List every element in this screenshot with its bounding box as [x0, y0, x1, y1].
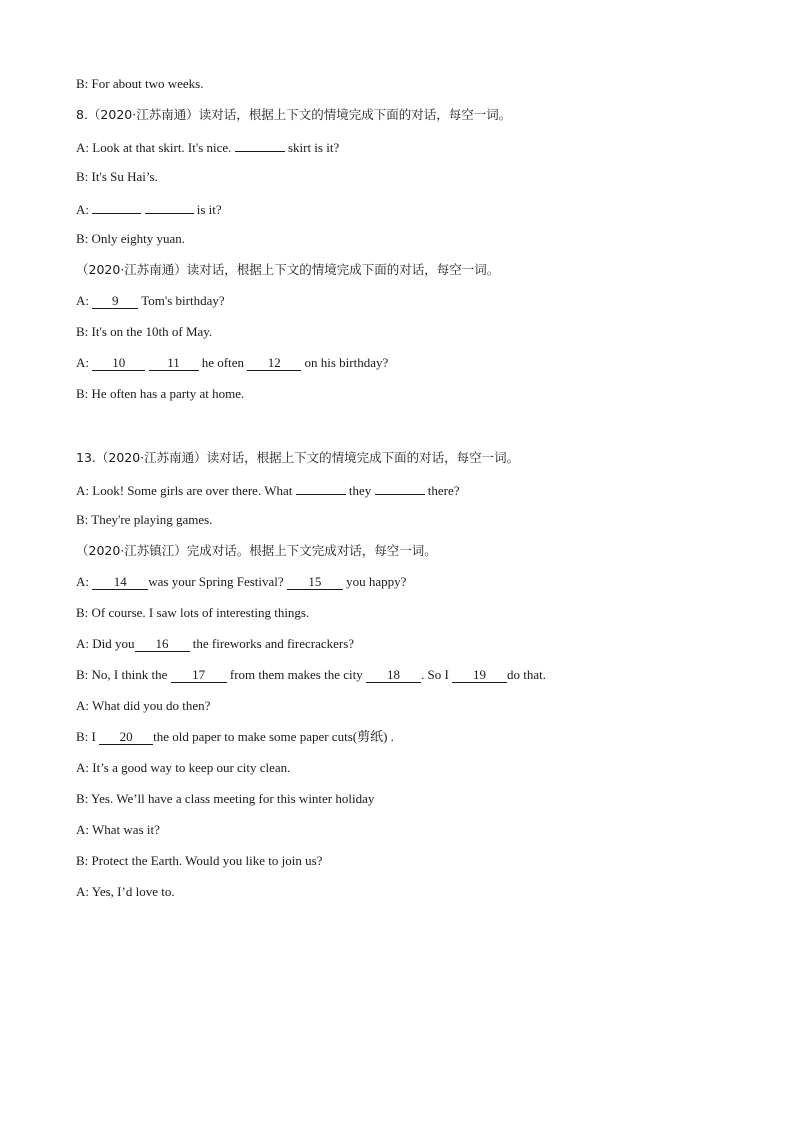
line-text: B: No, I think the — [76, 667, 168, 682]
line-text: B: I — [76, 729, 96, 744]
line-text: do that. — [507, 667, 547, 682]
line-text: the old paper to make some paper cuts(剪纸) . — [153, 729, 394, 744]
line-text: A: Look at that skirt. It's nice. — [76, 140, 232, 155]
line-text: A: — [76, 293, 89, 308]
line-text: A: — [76, 202, 89, 217]
dialogue-line — [76, 729, 394, 745]
line-text: . So I — [420, 667, 449, 682]
dialogue-line — [76, 512, 212, 528]
answer-blank-11: 11 — [149, 356, 199, 371]
answer-blank-20: 20 — [99, 730, 153, 745]
heading-text: （2020·江苏镇江）完成对话。根据上下文完成对话，每空一词。 — [76, 543, 437, 558]
dialogue-line — [76, 481, 460, 499]
answer-blank-16: 16 — [135, 637, 190, 652]
line-text: A: — [76, 574, 89, 589]
answer-blank — [296, 481, 346, 495]
dialogue-line — [76, 698, 210, 714]
answer-blank-15: 15 — [287, 575, 343, 590]
dialogue-line — [76, 231, 185, 247]
line-text: B: Yes. We’ll have a class meeting for this winter holiday — [76, 791, 375, 806]
line-text: on his birthday? — [304, 355, 389, 370]
answer-blank-10: 10 — [92, 356, 145, 371]
line-text: A: Did you — [76, 636, 135, 651]
dialogue-line — [76, 574, 406, 590]
line-text: the fireworks and firecrackers? — [192, 636, 355, 651]
dialogue-line — [76, 667, 546, 683]
line-text: B: It's on the 10th of May. — [76, 324, 213, 339]
line-text: B: Protect the Earth. Would you like to join us? — [76, 853, 323, 868]
answer-blank-19: 19 — [452, 668, 507, 683]
dialogue-line — [76, 760, 290, 776]
dialogue-line — [76, 169, 158, 185]
line-text: was your Spring Festival? — [148, 574, 284, 589]
line-text: B: For about two weeks. — [76, 76, 204, 91]
line-text: A: Look! Some girls are over there. What — [76, 483, 293, 498]
answer-blank — [375, 481, 425, 495]
section-heading — [76, 543, 437, 559]
line-text: B: He often has a party at home. — [76, 386, 245, 401]
answer-blank-17: 17 — [171, 668, 227, 683]
line-text: skirt is it? — [287, 140, 340, 155]
dialogue-line — [76, 138, 339, 156]
dialogue-line — [76, 636, 354, 652]
answer-blank-18: 18 — [366, 668, 421, 683]
dialogue-line — [76, 76, 203, 92]
line-text: A: — [76, 355, 89, 370]
question-13-heading — [76, 450, 519, 466]
line-text: A: What did you do then? — [76, 698, 211, 713]
dialogue-line — [76, 324, 212, 340]
line-text: B: It's Su Hai’s. — [76, 169, 158, 184]
dialogue-line — [76, 386, 244, 402]
answer-blank-14: 14 — [92, 575, 148, 590]
line-text: you happy? — [346, 574, 407, 589]
section-heading — [76, 262, 499, 278]
answer-blank — [235, 138, 285, 152]
line-text: there? — [427, 483, 460, 498]
answer-blank-9: 9 — [92, 294, 138, 309]
dialogue-line — [76, 884, 175, 900]
line-text: is it? — [196, 202, 222, 217]
answer-blank-12: 12 — [247, 356, 301, 371]
line-text: B: They're playing games. — [76, 512, 213, 527]
line-text: B: Only eighty yuan. — [76, 231, 186, 246]
answer-blank — [145, 200, 194, 214]
heading-text: 13.（2020·江苏南通）读对话，根据上下文的情境完成下面的对话，每空一词。 — [76, 450, 520, 465]
line-text: A: It’s a good way to keep our city clean. — [76, 760, 291, 775]
answer-blank — [92, 200, 141, 214]
heading-text: 8.（2020·江苏南通）读对话，根据上下文的情境完成下面的对话，每空一词。 — [76, 107, 512, 122]
dialogue-line — [76, 200, 222, 218]
question-8-heading — [76, 107, 511, 123]
heading-text: （2020·江苏南通）读对话，根据上下文的情境完成下面的对话，每空一词。 — [76, 262, 500, 277]
line-text: A: Yes, I’d love to. — [76, 884, 175, 899]
line-text: B: Of course. I saw lots of interesting things. — [76, 605, 310, 620]
line-text: from them makes the city — [229, 667, 363, 682]
dialogue-line — [76, 293, 225, 309]
line-text: they — [348, 483, 372, 498]
dialogue-line — [76, 355, 388, 371]
dialogue-line — [76, 822, 160, 838]
line-text: he often — [201, 355, 244, 370]
dialogue-line — [76, 791, 374, 807]
dialogue-line — [76, 605, 309, 621]
dialogue-line — [76, 853, 322, 869]
line-text: Tom's birthday? — [141, 293, 225, 308]
line-text: A: What was it? — [76, 822, 160, 837]
